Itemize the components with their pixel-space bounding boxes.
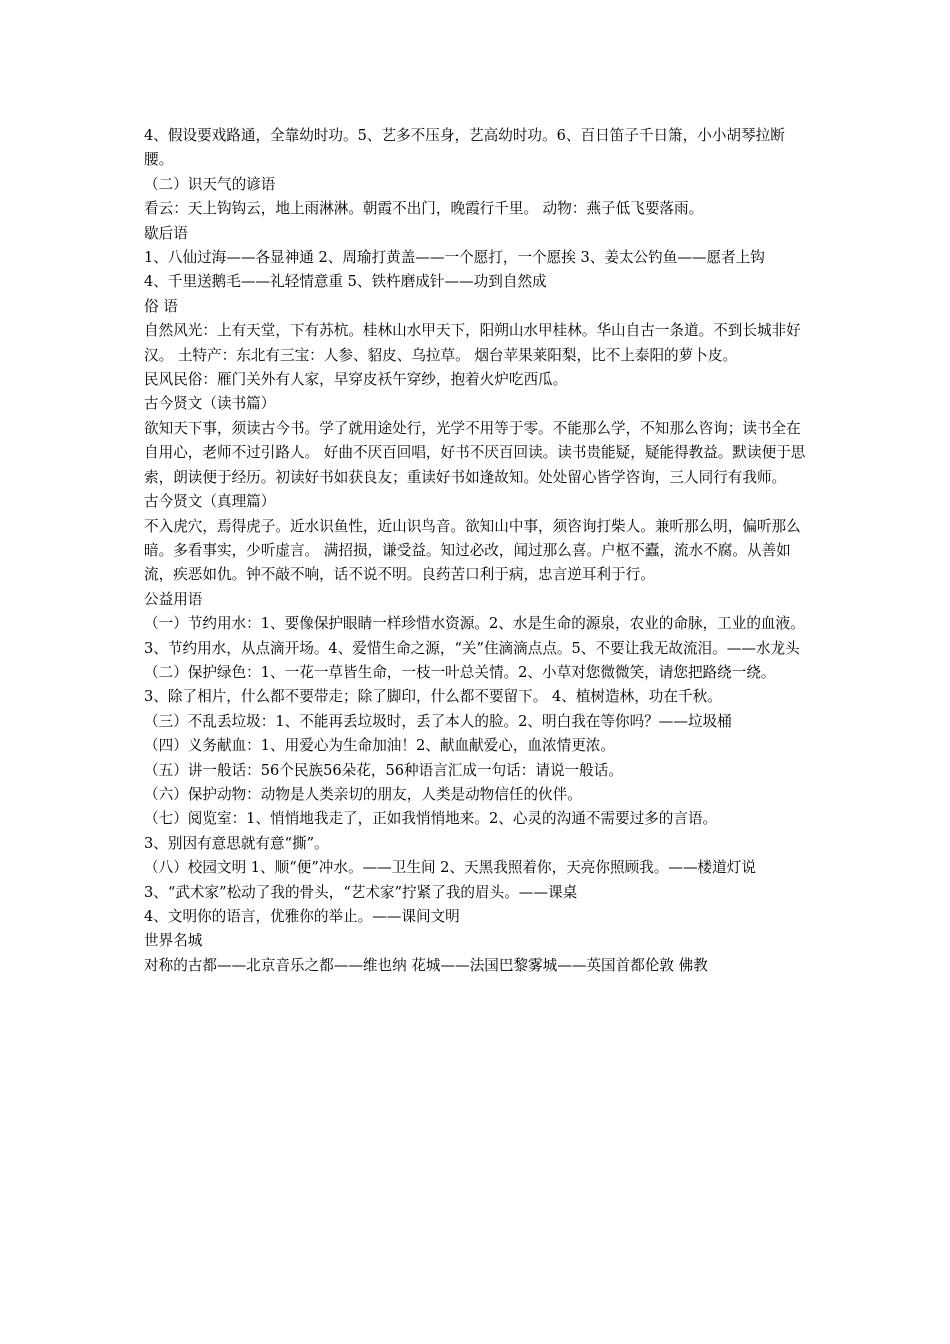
document-page [144,124,812,978]
text-line-13: 不入虎穴，焉得虎子。近水识鱼性，近山识鸟音。欲知山中事，须咨询打柴人。兼听那么明，偏听那么暗。多看事实，少听虚言。 满招损，谦受益。知过必改，闻过那么喜。户枢不蠹，流水不腐。从善如流，疾恶如仇。钟不敲不响，话不说不明。良药苦口利于病，忠言逆耳利于行。 [144,517,801,584]
text-line-2: （二）识天气的谚语 [144,175,276,193]
text-line-25: （八）校园文明 1、顺“便”冲水。——卫生间 2、天黑我照着你，天亮你照顾我。——楼道灯说 [144,859,756,877]
text-line-20: （四）义务献血：1、用爱心为生命加油！2、献血献爱心，血浓情更浓。 [144,737,615,755]
text-line-27: 4、文明你的语言，优雅你的举止。——课间文明 [144,908,460,925]
text-line-10: 古今贤文（读书篇） [144,395,276,413]
text-line-16: 3、节约用水，从点滴开场。4、爱惜生命之源，“关”住滴滴点点。5、不要让我无故流泪。——水龙头 [144,639,800,657]
text-line-1: 4、假设要戏路通，全靠幼时功。5、艺多不压身，艺高幼时功。6、百日笛子千日箫，小小胡琴拉断腰。 [144,127,785,169]
text-line-18: 3、除了相片，什么都不要带走；除了脚印，什么都不要留下。 4、植树造林，功在千秋。 [144,688,722,706]
text-line-3: 看云：天上钩钩云，地上雨淋淋。朝霞不出门，晚霞行千里。 动物：燕子低飞要落雨。 [144,200,704,218]
text-line-5: 1、八仙过海——各显神通 2、周瑜打黄盖——一个愿打，一个愿挨 3、姜太公钓鱼——愿者上钩 [144,249,765,267]
text-line-23: （七）阅览室：1、悄悄地我走了，正如我悄悄地来。2、心灵的沟通不需要过多的言语。 [144,810,718,828]
text-line-24: 3、别因有意思就有意“撕”。 [144,834,329,852]
text-line-29: 对称的古都——北京音乐之都——维也纳 花城——法国巴黎雾城——英国首都伦敦 佛教 [144,956,708,974]
text-line-15: （一）节约用水：1、要像保护眼睛一样珍惜水资源。2、水是生命的源泉，农业的命脉，工业的血液。 [144,615,805,633]
text-line-14: 公益用语 [144,590,203,608]
text-line-8: 自然风光：上有天堂，下有苏杭。桂林山水甲天下，阳朔山水甲桂林。华山自古一条道。不到长城非好汉。 土特产：东北有三宝：人参、貂皮、乌拉草。 烟台苹果莱阳梨，比不上泰阳的萝卜皮。 [144,322,801,364]
text-line-17: （二）保护绿色：1、一花一草皆生命，一枝一叶总关情。2、小草对您微微笑，请您把路绕一绕。 [144,663,776,681]
text-line-9: 民风民俗：雁门关外有人家，早穿皮袄午穿纱，抱着火炉吃西瓜。 [144,371,568,389]
text-line-21: （五）讲一般话：56个民族56朵花，56种语言汇成一句话：请说一般话。 [144,761,623,779]
text-line-12: 古今贤文（真理篇） [144,493,276,511]
text-line-28: 世界名城 [144,932,203,950]
text-line-6: 4、千里送鹅毛——礼轻情意重 5、铁杵磨成针——功到自然成 [144,273,547,291]
text-line-22: （六）保护动物：动物是人类亲切的朋友，人类是动物信任的伙伴。 [144,785,582,803]
text-line-4: 歇后语 [144,224,188,242]
text-line-11: 欲知天下事，须读古今书。学了就用途处行，光学不用等于零。不能那么学，不知那么咨询；读书全在自用心，老师不过引路人。 好曲不厌百回唱，好书不厌百回读。读书贵能疑，疑能得教益。默读便于思索，朗读便于经历。初读好书如获良友；重读好书如逢故知。处处留心皆学咨询，三人同行有我师。 [144,419,806,486]
text-line-7: 俗 语 [144,297,178,315]
text-line-26: 3、“武术家”松动了我的骨头，“艺术家”拧紧了我的眉头。——课桌 [144,883,578,901]
text-line-19: （三）不乱丢垃圾：1、不能再丢垃圾时，丢了本人的脸。2、明白我在等你吗？——垃圾桶 [144,712,732,730]
